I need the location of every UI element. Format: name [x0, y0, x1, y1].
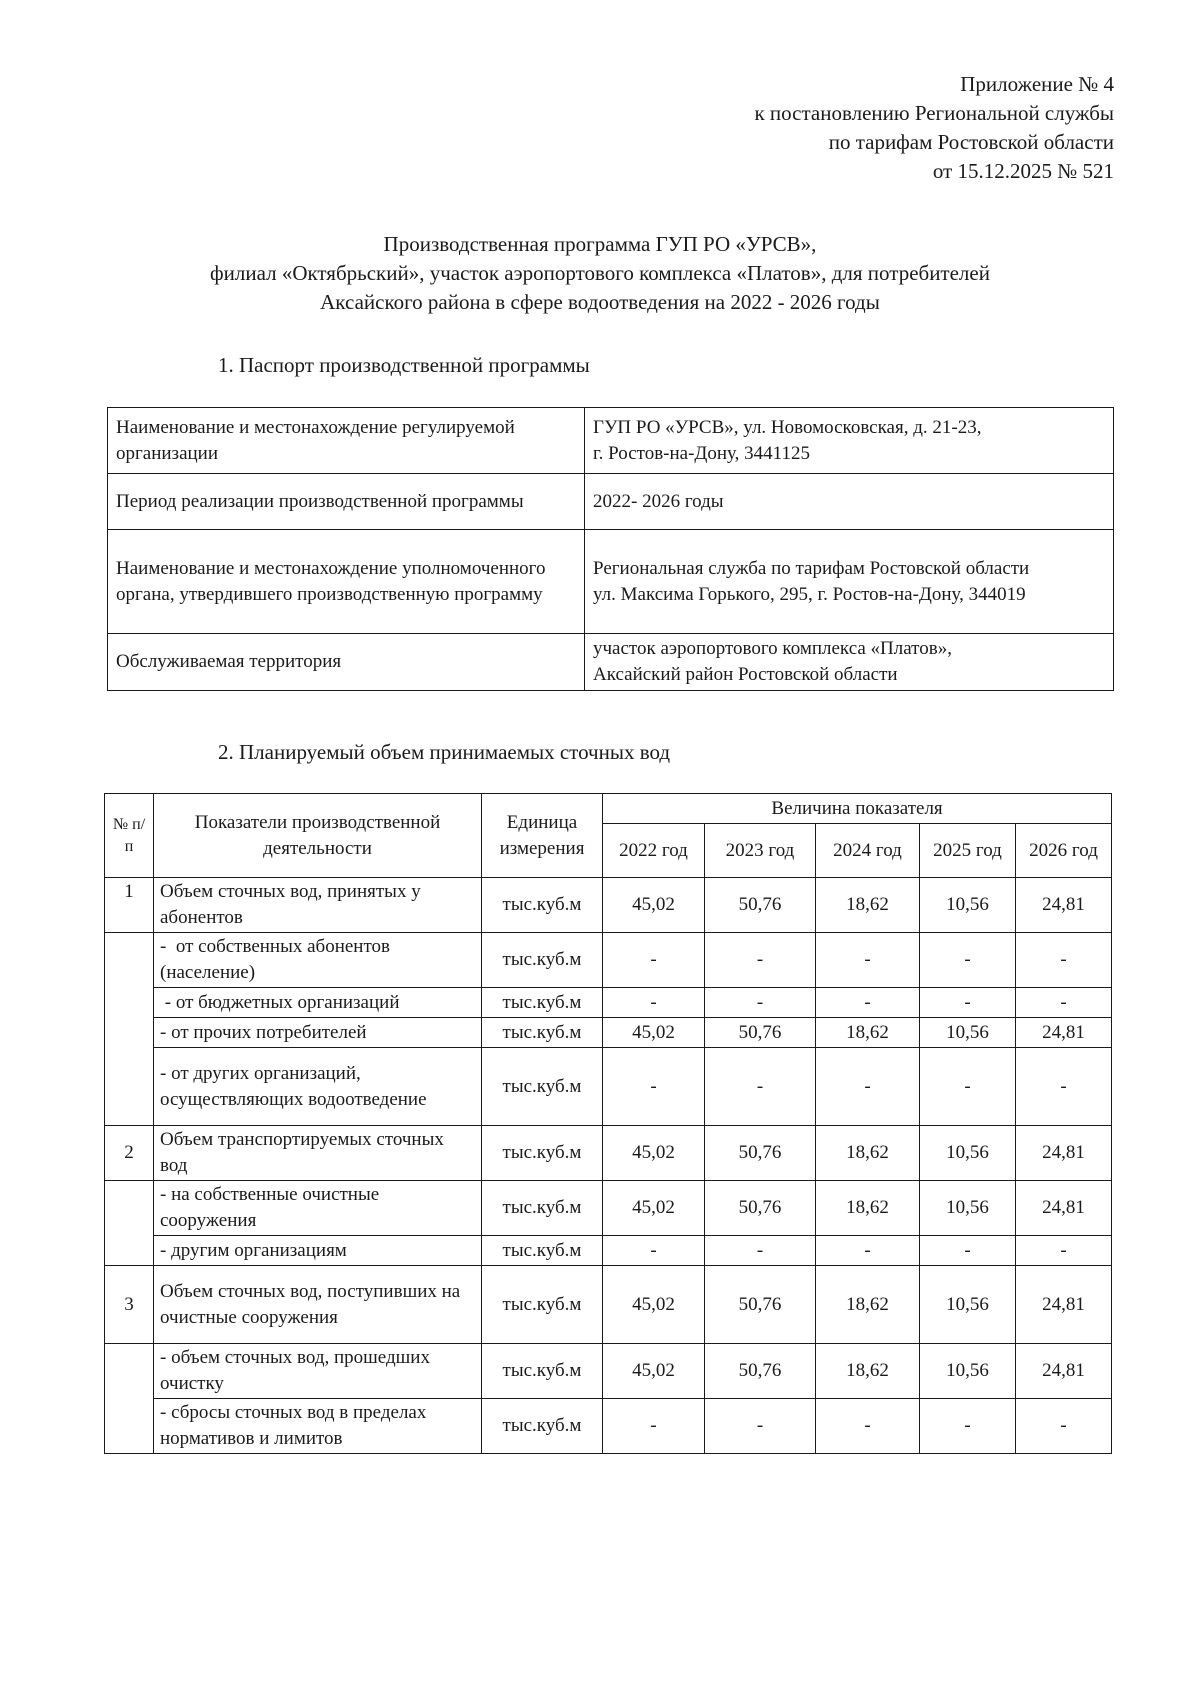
row-value: 10,56 [920, 878, 1016, 933]
row-value: 18,62 [816, 1266, 920, 1344]
row-indicator-label: - другим организациям [154, 1236, 482, 1266]
passport-value [585, 530, 1114, 634]
row-indicator-label: - от бюджетных организаций [154, 988, 482, 1018]
row-value: 18,62 [816, 878, 920, 933]
wastewater-volume-table [104, 793, 1112, 1454]
header-year: 2022 год [603, 824, 705, 878]
table-row [105, 1266, 1112, 1344]
passport-table [107, 407, 1114, 691]
table-row [105, 1236, 1112, 1266]
row-value: - [705, 1236, 816, 1266]
row-value: 18,62 [816, 1126, 920, 1181]
row-value: - [705, 1399, 816, 1454]
row-unit: тыс.куб.м [482, 933, 603, 988]
row-value: 10,56 [920, 1266, 1016, 1344]
passport-value [585, 474, 1114, 530]
passport-key: Обслуживаемая территория [108, 634, 585, 691]
row-indicator-label: Объем сточных вод, поступивших на очистные сооружения [154, 1266, 482, 1344]
passport-value-line: Аксайский район Ростовской области [593, 664, 898, 685]
passport-row [108, 408, 1114, 474]
passport-value-line: Региональная служба по тарифам Ростовской области [593, 557, 1030, 579]
row-value: 24,81 [1016, 1181, 1112, 1236]
title-line-3: Аксайского района в сфере водоотведения на 2022 - 2026 годы [320, 290, 880, 314]
row-value: 10,56 [920, 1126, 1016, 1181]
row-indicator-label: - сбросы сточных вод в пределах нормативов и лимитов [154, 1399, 482, 1454]
row-value: - [816, 1236, 920, 1266]
row-value: - [816, 1399, 920, 1454]
title-line-2: филиал «Октябрьский», участок аэропортового комплекса «Платов», для потребителей [210, 261, 990, 285]
appendix-line-4: от 15.12.2025 № 521 [932, 159, 1114, 183]
row-value: 45,02 [603, 1181, 705, 1236]
header-unit: Единица измерения [482, 794, 603, 878]
row-value: - [1016, 1399, 1112, 1454]
passport-value-line: ГУП РО «УРСВ», ул. Новомосковская, д. 21-23, [593, 416, 982, 438]
header-year: 2026 год [1016, 824, 1112, 878]
header-year: 2025 год [920, 824, 1016, 878]
row-indicator-label: - объем сточных вод, прошедших очистку [154, 1344, 482, 1399]
row-unit: тыс.куб.м [482, 878, 603, 933]
row-value: 45,02 [603, 1266, 705, 1344]
row-indicator-label: Объем транспортируемых сточных вод [154, 1126, 482, 1181]
row-value: 10,56 [920, 1018, 1016, 1048]
table-row [105, 878, 1112, 933]
row-unit: тыс.куб.м [482, 1399, 603, 1454]
passport-key: Наименование и местонахождение уполномоченного органа, утвердившего производственную программу [108, 530, 585, 634]
table-row [105, 1126, 1112, 1181]
table-row [105, 988, 1112, 1018]
row-value: 24,81 [1016, 878, 1112, 933]
row-indicator-label: - от собственных абонентов (население) [154, 933, 482, 988]
row-value: 45,02 [603, 1344, 705, 1399]
row-indicator-label: - от прочих потребителей [154, 1018, 482, 1048]
row-value: 10,56 [920, 1181, 1016, 1236]
header-value-group: Величина показателя [603, 794, 1112, 824]
row-value: 45,02 [603, 1126, 705, 1181]
passport-row [108, 474, 1114, 530]
passport-value-line: участок аэропортового комплекса «Платов», [593, 638, 952, 659]
row-value: - [816, 933, 920, 988]
row-value: 50,76 [705, 1126, 816, 1181]
row-value: - [603, 988, 705, 1018]
row-value: - [816, 988, 920, 1018]
row-unit: тыс.куб.м [482, 988, 603, 1018]
passport-value-line: ул. Максима Горького, 295, г. Ростов-на-Дону, 344019 [593, 583, 1026, 605]
row-value: - [816, 1048, 920, 1126]
row-value: 24,81 [1016, 1266, 1112, 1344]
row-value: 24,81 [1016, 1018, 1112, 1048]
row-value: 24,81 [1016, 1344, 1112, 1399]
appendix-line-2: к постановлению Региональной службы [754, 101, 1114, 125]
row-value: 45,02 [603, 1018, 705, 1048]
row-number: 1 [105, 878, 154, 933]
row-indicator-label: - от других организаций, осуществляющих водоотведение [154, 1048, 482, 1126]
table-row [105, 1018, 1112, 1048]
row-unit: тыс.куб.м [482, 1236, 603, 1266]
row-unit: тыс.куб.м [482, 1266, 603, 1344]
section-2-heading: 2. Планируемый объем принимаемых сточных вод [218, 740, 671, 764]
header-indicator: Показатели производственной деятельности [154, 794, 482, 878]
table-row [105, 1048, 1112, 1126]
row-value: - [920, 1236, 1016, 1266]
row-value: 10,56 [920, 1344, 1016, 1399]
appendix-header [754, 70, 1114, 186]
row-number: 2 [105, 1126, 154, 1181]
table-row [105, 933, 1112, 988]
row-value: - [705, 1048, 816, 1126]
table-row [105, 1181, 1112, 1236]
passport-key: Период реализации производственной программы [108, 474, 585, 530]
header-num: № п/п [105, 794, 154, 878]
row-unit: тыс.куб.м [482, 1048, 603, 1126]
row-value: - [1016, 1048, 1112, 1126]
passport-value-line: 2022- 2026 годы [593, 490, 724, 512]
row-number [105, 1344, 154, 1454]
row-value: 45,02 [603, 878, 705, 933]
header-year: 2024 год [816, 824, 920, 878]
section-1-heading: 1. Паспорт производственной программы [218, 353, 590, 377]
passport-row [108, 530, 1114, 634]
passport-value-line: г. Ростов-на-Дону, 3441125 [593, 442, 810, 464]
table-row [105, 1399, 1112, 1454]
row-value: - [1016, 988, 1112, 1018]
document-title [100, 230, 1100, 317]
passport-value [585, 408, 1114, 474]
row-number: 3 [105, 1266, 154, 1344]
row-value: 50,76 [705, 1266, 816, 1344]
row-number [105, 1181, 154, 1266]
row-value: - [920, 1399, 1016, 1454]
row-number [105, 933, 154, 1126]
row-value: - [920, 1048, 1016, 1126]
row-value: - [920, 933, 1016, 988]
table-header-row [105, 794, 1112, 824]
row-value: - [603, 933, 705, 988]
row-value: - [705, 933, 816, 988]
row-value: - [603, 1236, 705, 1266]
row-value: 24,81 [1016, 1126, 1112, 1181]
row-indicator-label: - на собственные очистные сооружения [154, 1181, 482, 1236]
title-line-1: Производственная программа ГУП РО «УРСВ», [383, 232, 817, 256]
row-value: 18,62 [816, 1018, 920, 1048]
row-value: - [1016, 933, 1112, 988]
row-value: - [603, 1048, 705, 1126]
row-unit: тыс.куб.м [482, 1344, 603, 1399]
table-body [105, 878, 1112, 1454]
row-value: - [603, 1399, 705, 1454]
passport-key: Наименование и местонахождение регулируемой организации [108, 408, 585, 474]
row-value: 18,62 [816, 1181, 920, 1236]
row-value: - [705, 988, 816, 1018]
row-value: 18,62 [816, 1344, 920, 1399]
row-unit: тыс.куб.м [482, 1181, 603, 1236]
appendix-line-3: по тарифам Ростовской области [828, 130, 1114, 154]
table-row [105, 1344, 1112, 1399]
header-year: 2023 год [705, 824, 816, 878]
row-value: 50,76 [705, 878, 816, 933]
row-value: - [920, 988, 1016, 1018]
row-value: - [1016, 1236, 1112, 1266]
row-unit: тыс.куб.м [482, 1126, 603, 1181]
row-indicator-label: Объем сточных вод, принятых у абонентов [154, 878, 482, 933]
passport-value [585, 634, 1114, 691]
passport-row [108, 634, 1114, 691]
row-value: 50,76 [705, 1018, 816, 1048]
row-value: 50,76 [705, 1344, 816, 1399]
row-unit: тыс.куб.м [482, 1018, 603, 1048]
appendix-line-1: Приложение № 4 [960, 72, 1114, 96]
row-value: 50,76 [705, 1181, 816, 1236]
